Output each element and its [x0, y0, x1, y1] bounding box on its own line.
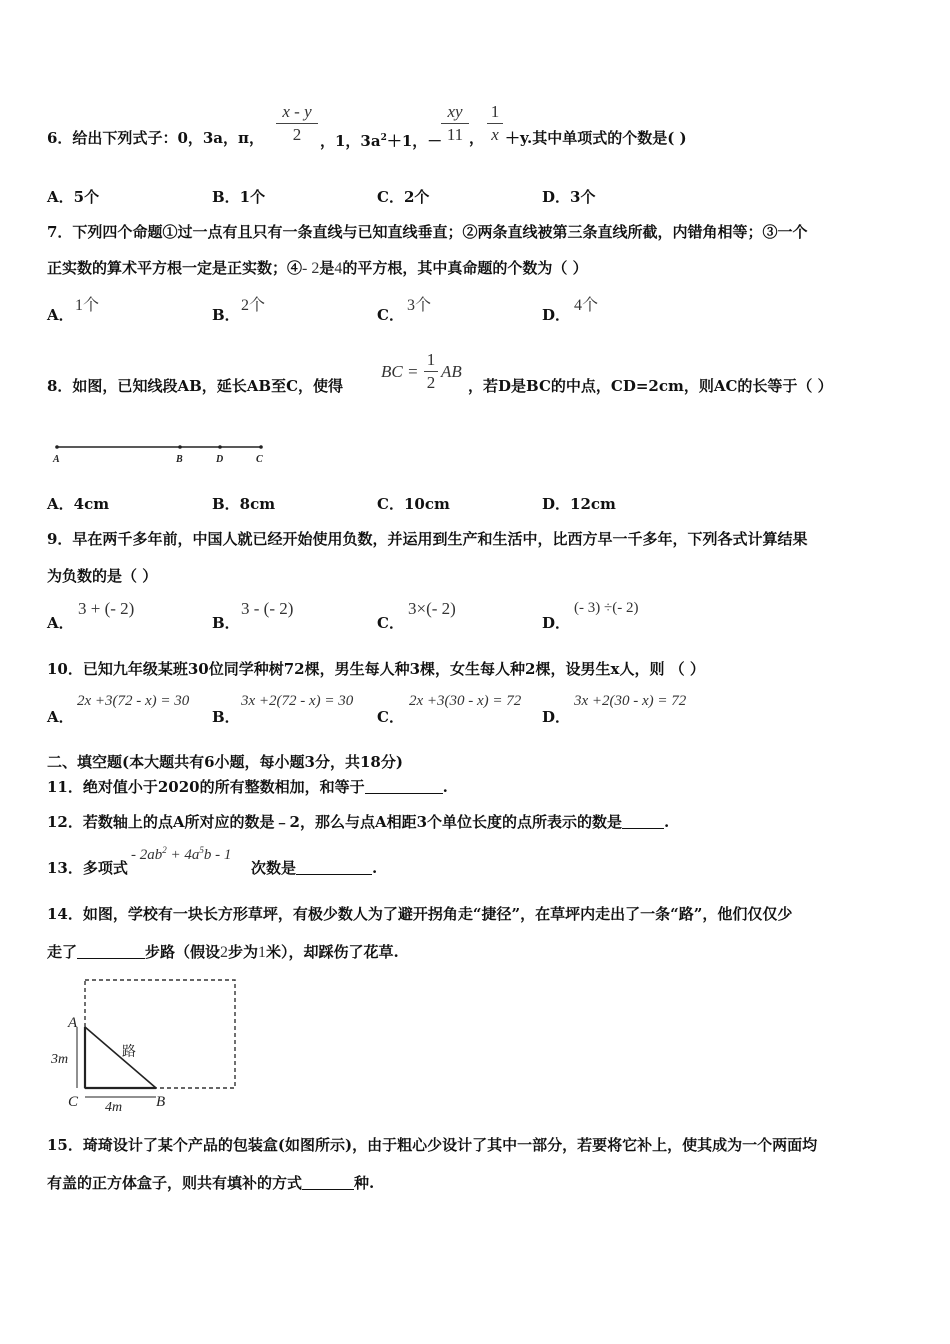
q6-frac3-bar	[487, 123, 503, 124]
q9-line-1: 9．早在两千多年前，中国人就已经开始使用负数，并运用到生产和生活中，比西方早一千多年，下列各式计算结果	[47, 530, 808, 548]
q6-option-c: C．2个	[377, 188, 430, 206]
q6-stem	[47, 128, 264, 148]
q14-line2-c: 步为	[228, 943, 259, 961]
q13-end: .	[372, 859, 378, 877]
q11	[47, 777, 448, 797]
q8-label-b: B	[176, 454, 183, 465]
q14-line2-a: 走了	[47, 943, 78, 961]
q8-segment-figure	[45, 437, 275, 467]
q9-option-c-letter: C．	[377, 614, 404, 632]
q7-option-b-value: 2个	[241, 297, 266, 314]
q6-frac1-denominator: 2	[292, 125, 302, 144]
q6-frac3-numerator: 1	[490, 102, 500, 121]
q6-fraction-1	[276, 102, 318, 145]
q11-text: 11．绝对值小于2020的所有整数相加，和等于	[47, 778, 365, 796]
q8-option-b: B．8cm	[212, 495, 276, 513]
q14-lawn-figure	[48, 975, 248, 1115]
q15-line-2	[47, 1173, 374, 1193]
q8-label-d: D	[216, 454, 224, 465]
q14-answer-blank[interactable]	[77, 944, 145, 959]
q7-line2-math2: 4	[334, 260, 343, 277]
q10-option-c-letter: C．	[377, 708, 404, 726]
q14-label-path: 路	[122, 1044, 136, 1060]
q6-option-d: D．3个	[542, 188, 596, 206]
q8-frac-numerator: 1	[426, 350, 436, 369]
q7-line-1: 7．下列四个命题①过一点有且只有一条直线与已知直线垂直；②两条直线被第三条直线所截，内错角相等；③一个	[47, 223, 808, 241]
q8-point-b	[178, 445, 182, 449]
q11-answer-blank[interactable]	[365, 779, 443, 794]
q12-text: 12．若数轴上的点A所对应的数是﹣2，那么与点A相距3个单位长度的点所表示的数是	[47, 813, 623, 831]
q6-frac2-denominator: 11	[446, 125, 464, 144]
q7-option-b-letter: B．	[212, 306, 240, 324]
q15-answer-blank[interactable]	[302, 1175, 354, 1190]
q8-frac-bar	[424, 371, 438, 372]
q13-poly-a: - 2ab	[131, 847, 163, 863]
q13-prefix: 13．多项式	[47, 859, 128, 877]
q12-end: .	[664, 813, 670, 831]
q8-eq-left: BC =	[381, 362, 419, 381]
q7-line2-a: 正实数的算术平方根一定是正实数；④	[47, 259, 303, 277]
q13-answer-blank[interactable]	[296, 860, 372, 875]
q6-fraction-2	[441, 102, 469, 145]
q6-stem-suffix: ＋y.其中单项式的个数是( )	[505, 129, 687, 147]
q7-option-a-letter: A．	[47, 306, 74, 324]
q6-mid-sup: 2	[380, 133, 387, 143]
q9-option-d-expr: (- 3) ÷(- 2)	[574, 600, 639, 616]
q8-fraction	[424, 350, 438, 393]
q8-eq-right: AB	[441, 362, 462, 381]
q14-line2-d: 米），却踩伤了花草.	[266, 943, 399, 961]
q6-option-a: A．5个	[47, 188, 100, 206]
q9-line-2: 为负数的是（ ）	[47, 567, 158, 585]
q14-label-a: A	[68, 1015, 78, 1031]
q7-option-a-value: 1个	[75, 297, 100, 314]
section2-title: 二、填空题(本大题共有6小题，每小题3分，共18分)	[47, 753, 403, 771]
q10-stem: 10．已知九年级某班30位同学种树72棵，男生每人种3棵，女生每人种2棵，设男生x人，则 （ ）	[47, 660, 705, 678]
q6-comma: ，	[469, 129, 485, 147]
q13-polynomial	[131, 845, 231, 864]
q7-option-d-value: 4个	[574, 297, 599, 314]
q14-label-3m: 3m	[51, 1052, 69, 1067]
q7-line2-c: 的平方根，其中真命题的个数为（ ）	[342, 259, 588, 277]
q6-mid-text	[320, 128, 442, 151]
q12-answer-blank[interactable]	[622, 814, 664, 829]
q7-option-d-letter: D．	[542, 306, 571, 324]
q14-line2-math: 2	[220, 944, 229, 961]
q15-line2-text: 有盖的正方体盒子，则共有填补的方式	[47, 1174, 303, 1192]
q14-lawn-rectangle	[85, 980, 235, 1088]
q15-line2-end: 种.	[354, 1174, 375, 1192]
q13-poly-b: + 4a	[166, 847, 200, 863]
q13-suffix	[251, 858, 377, 878]
q6-frac2-bar	[441, 123, 469, 124]
q9-option-a-expr: 3 + (- 2)	[78, 599, 135, 618]
q6-option-b: B．1个	[212, 188, 266, 206]
q14-label-c: C	[68, 1094, 79, 1110]
q7-option-c-value: 3个	[407, 297, 432, 314]
q6-fraction-3	[487, 102, 503, 145]
q10-option-d-letter: D．	[542, 708, 571, 726]
q10-option-a-letter: A．	[47, 708, 74, 726]
q15-line-1: 15．琦琦设计了某个产品的包装盒(如图所示)，由于粗心少设计了其中一部分，若要将它补上，使其成为一个两面均	[47, 1136, 818, 1154]
q6-mid-b: ＋1，－	[386, 132, 443, 150]
q8-option-d: D．12cm	[542, 495, 616, 513]
q8-point-c	[259, 445, 263, 449]
q7-line2-math1: - 2	[302, 260, 320, 277]
q8-point-a	[55, 445, 59, 449]
q6-stem-prefix: 6．给出下列式子：0，3a，π，	[47, 129, 265, 147]
q8-point-d	[218, 445, 222, 449]
q14-line2-math2: 1	[258, 944, 267, 961]
q7-option-c-letter: C．	[377, 306, 404, 324]
q14-label-b: B	[156, 1094, 166, 1110]
q10-option-a-expr: 2x +3(72 - x) = 30	[77, 693, 190, 709]
q6-frac3-denominator: x	[491, 125, 499, 144]
q12	[47, 812, 669, 832]
q6-frac1-bar	[276, 123, 318, 124]
q8-option-c: C．10cm	[377, 495, 450, 513]
q9-option-c-expr: 3×(- 2)	[408, 599, 456, 618]
q10-option-b-letter: B．	[212, 708, 240, 726]
q8-stem-suffix: ，若D是BC的中点，CD=2cm，则AC的长等于（ ）	[468, 377, 833, 395]
q14-line-1: 14．如图，学校有一块长方形草坪，有极少数人为了避开拐角走“捷径”，在草坪内走出了一条“路”，他们仅仅少	[47, 905, 793, 923]
q7-line2-b: 是	[319, 259, 335, 277]
q9-option-b-letter: B．	[212, 614, 240, 632]
q14-label-4m: 4m	[105, 1100, 123, 1115]
q6-mid-a: ，1，3a	[320, 132, 381, 150]
q14-line-2	[47, 942, 399, 963]
q11-end: .	[442, 778, 448, 796]
q10-option-c-expr: 2x +3(30 - x) = 72	[409, 693, 522, 709]
q9-option-b-expr: 3 - (- 2)	[241, 599, 294, 618]
q14-path-ab	[85, 1027, 156, 1088]
q9-option-d-letter: D．	[542, 614, 571, 632]
q13-suffix-text: 次数是	[251, 859, 297, 877]
q8-label-c: C	[256, 454, 263, 465]
q8-stem-prefix: 8．如图，已知线段AB，延长AB至C，使得	[47, 377, 344, 395]
q14-line2-b: 步路（假设	[145, 943, 221, 961]
q10-option-d-expr: 3x +2(30 - x) = 72	[574, 693, 687, 709]
q8-option-a: A．4cm	[47, 495, 110, 513]
q7-line-2	[47, 258, 588, 279]
q9-option-a-letter: A．	[47, 614, 74, 632]
q13-poly-sup1: 2	[162, 845, 167, 855]
q8-frac-denominator: 2	[426, 373, 436, 392]
q13-poly-c: b - 1	[203, 847, 232, 863]
q8-label-a: A	[53, 454, 60, 465]
q6-frac2-numerator: xy	[447, 102, 463, 121]
q13-poly-sup2: 5	[199, 845, 204, 855]
q10-option-b-expr: 3x +2(72 - x) = 30	[241, 693, 354, 709]
q6-frac1-numerator: x - y	[282, 102, 312, 121]
